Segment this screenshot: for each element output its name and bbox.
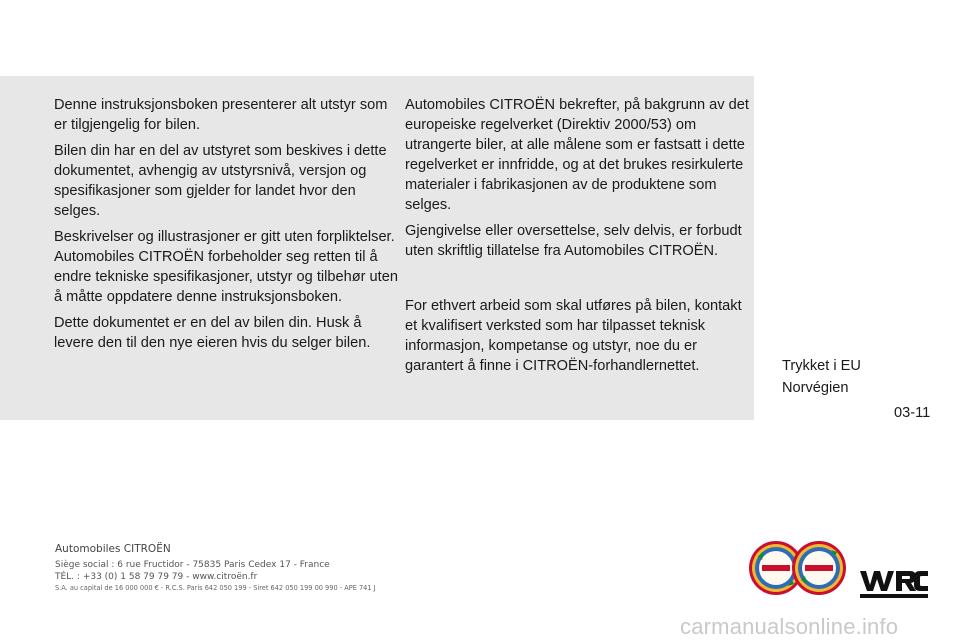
- footer-address: Siège social : 6 rue Fructidor - 75835 Paris Cedex 17 - France: [55, 560, 330, 570]
- footer: [55, 543, 376, 593]
- paragraph: Bilen din har en del av utstyret som beskives i dette dokumentet, avhengig av utstyrsnivå, versjon og spesifikasjoner som gjelder for landet hvor den selges.: [54, 143, 387, 219]
- footer-legal: S.A. au capital de 16 000 000 € - R.C.S. Paris 642 050 199 - Siret 642 050 199 00 990 - APE 741 J: [55, 584, 376, 592]
- paragraph: Dette dokumentet er en del av bilen din. Husk å levere den til den nye eieren hvis du selger bilen.: [54, 315, 371, 351]
- paragraph: Automobiles CITROËN bekrefter, på bakgrunn av det europeiske regelverket (Direktiv 2000/53) om utrangerte biler, at alle målene som er fastsatt i dette regelverket er innfridde, og at det brukes resirkulerte materialer i fabrikasjonen av de produktene som selges.: [405, 97, 749, 213]
- middle-column: [405, 95, 750, 267]
- paragraph: Denne instruksjonsboken presenterer alt utstyr som er tilgjengelig for bilen.: [54, 97, 388, 133]
- paragraph: For ethvert arbeid som skal utføres på bilen, kontakt et kvalifisert verksted som har tilpasset teknisk informasjon, kompetanse og utstyr, noe du er garantert å finne i CITROËN-forhandlernettet.: [405, 298, 742, 374]
- left-column: [54, 95, 399, 359]
- footer-phone: TÉL. : +33 (0) 1 58 79 79 79 - www.citroën.fr: [55, 572, 258, 582]
- wrc-logo-icon: [858, 567, 930, 601]
- printed-in-line: Norvégien: [782, 380, 849, 396]
- document-number: 03-11: [894, 405, 931, 421]
- watermark: carmanualsonline.info: [680, 614, 899, 639]
- printed-in-line: Trykket i EU: [782, 358, 861, 374]
- paragraph: Gjengivelse eller oversettelse, selv delvis, er forbudt uten skriftlig tillatelse fra Automobiles CITROËN.: [405, 223, 742, 259]
- printed-in: [782, 355, 861, 399]
- paragraph: Beskrivelser og illustrasjoner er gitt uten forpliktelser. Automobiles CITROËN forbeholder seg retten til å endre tekniske spesifikasjoner, utstyr og tilbehør uten å måtte oppdatere denne instruksjonsboken.: [54, 229, 398, 305]
- middle-column-bottom: [405, 296, 750, 382]
- footer-company: Automobiles CITROËN: [55, 543, 171, 555]
- wrc-champion-seal-icon: [791, 540, 847, 596]
